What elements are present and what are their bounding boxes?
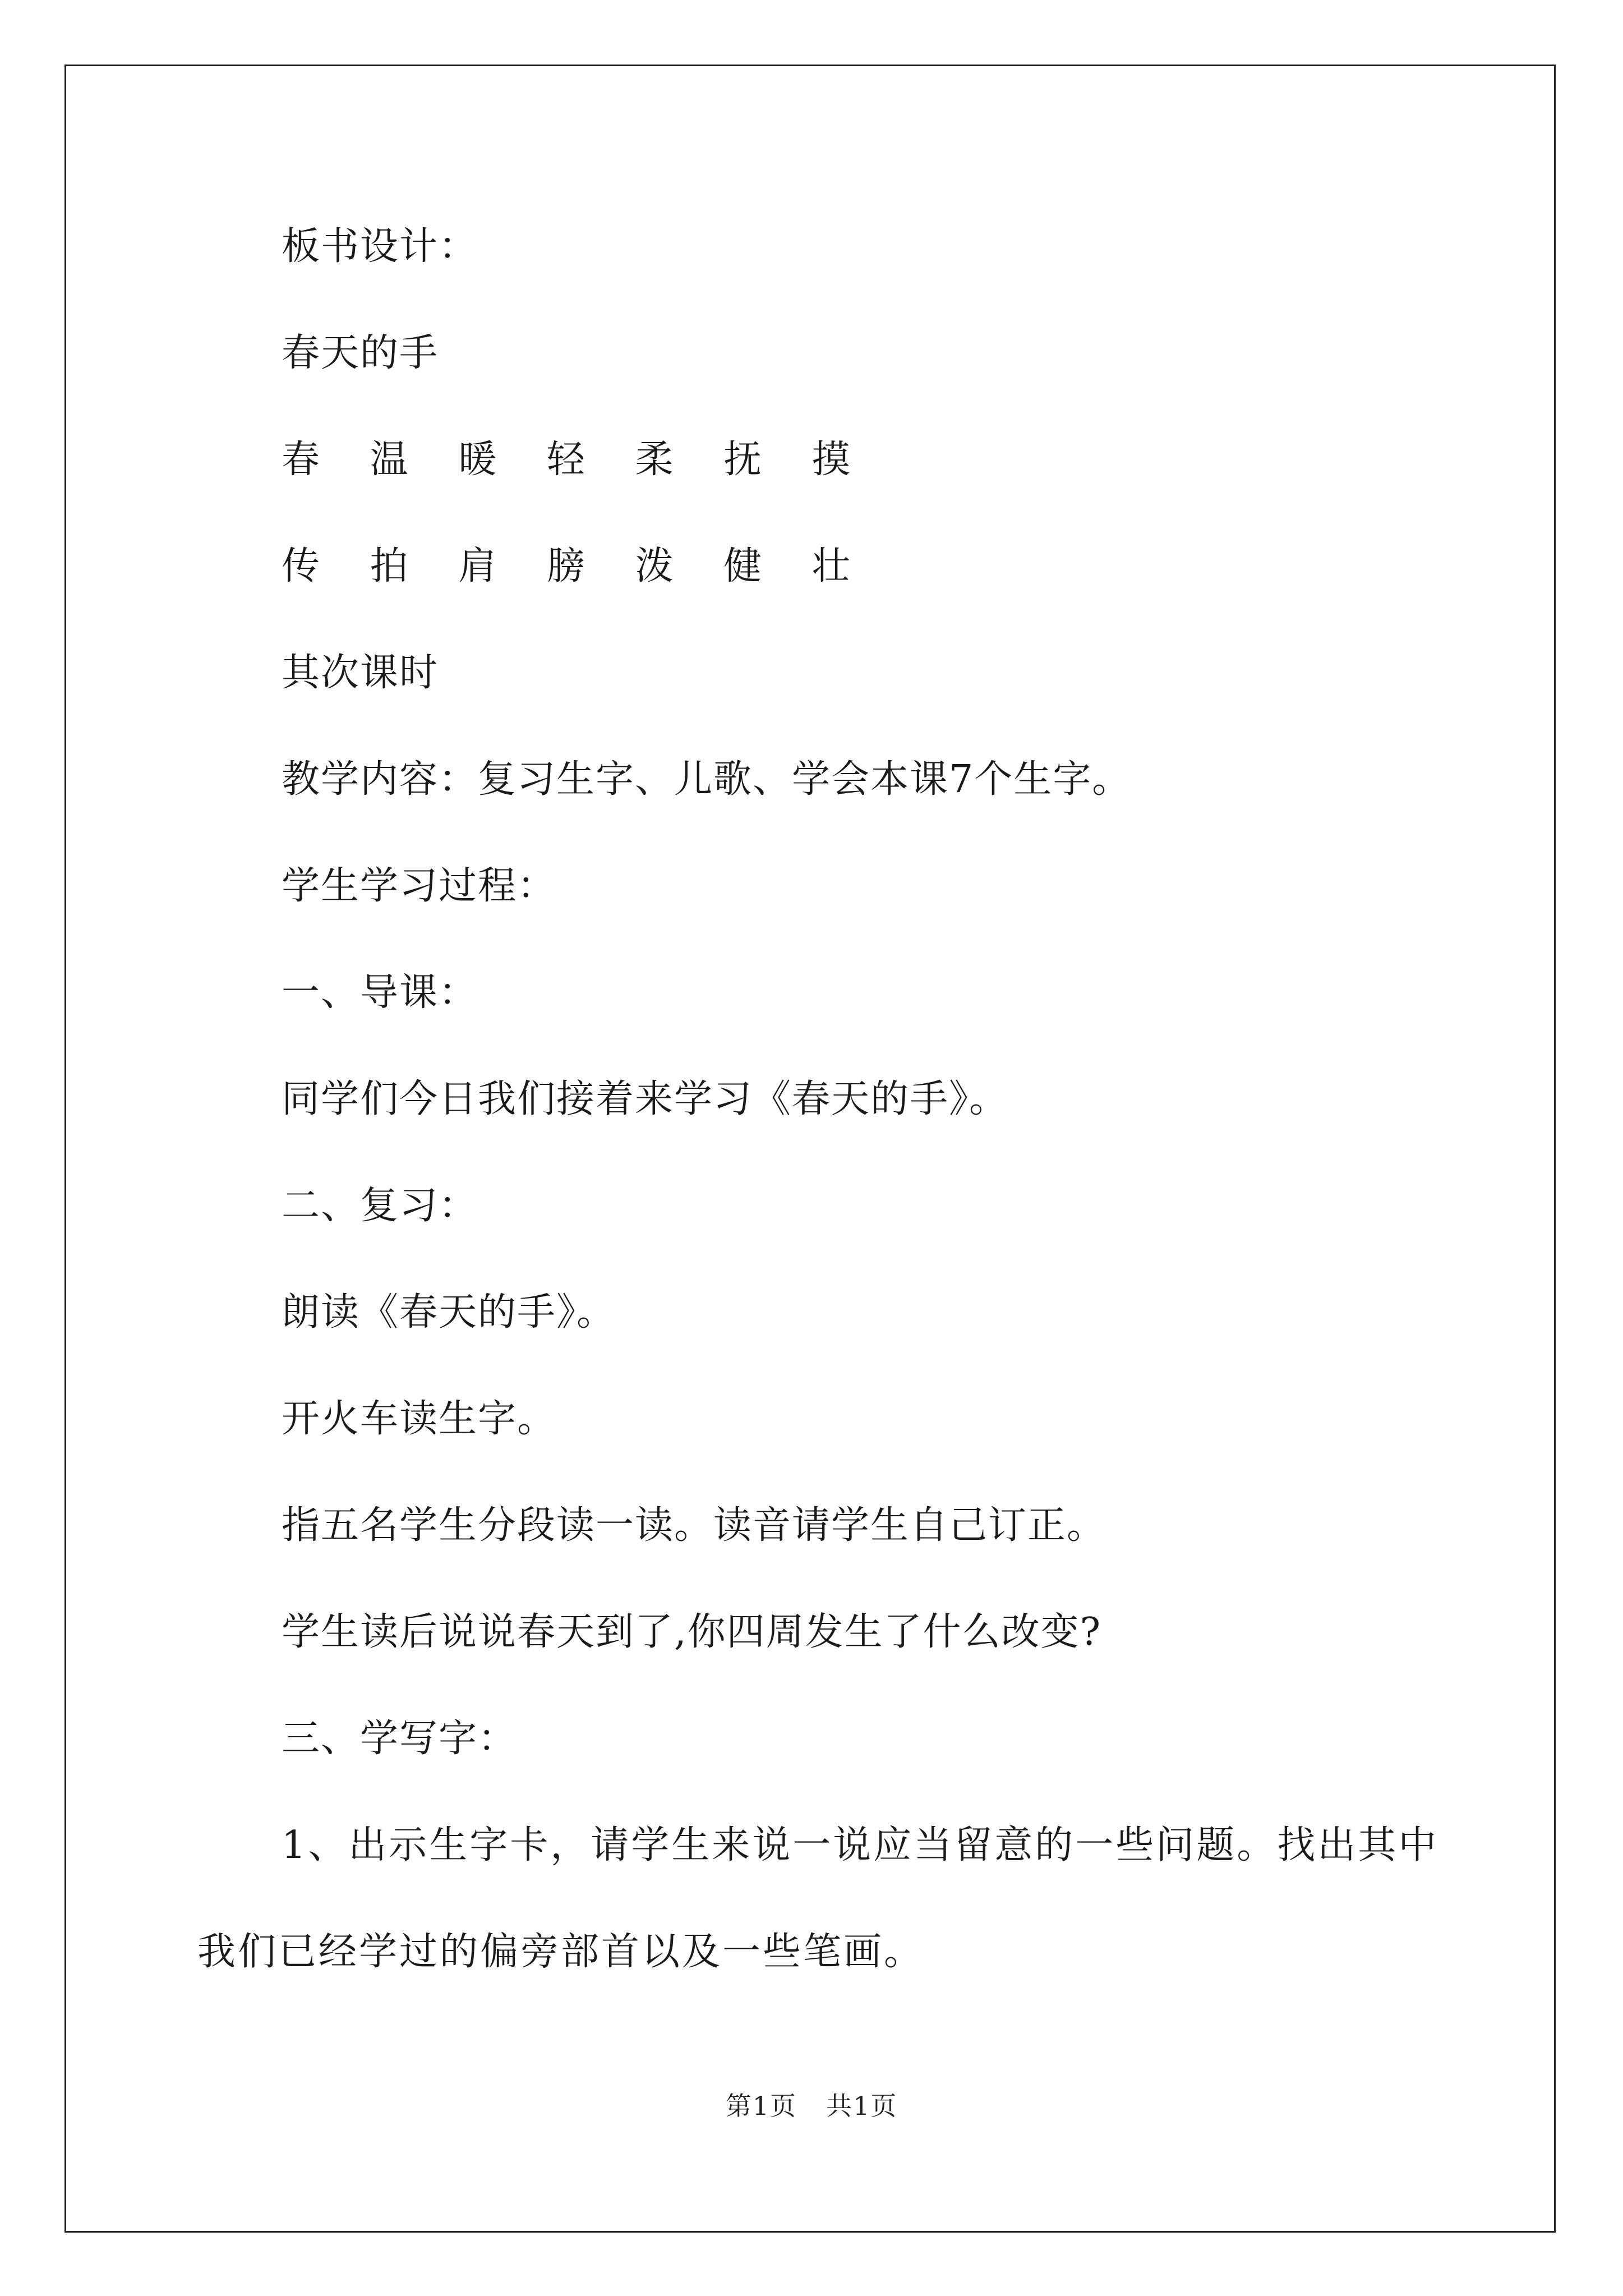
character-row-2: 传 拍 肩 膀 泼 健 壮 [282,544,869,588]
learning-process-heading: 学生学习过程： [282,864,557,908]
paragraph-line-2: 我们已经学过的偏旁部首以及一些笔画。 [197,1930,925,1974]
review-train-reading: 开火车读生字。 [282,1397,557,1441]
section-intro-heading: 一、导课： [282,970,478,1015]
writing-instruction-paragraph [197,1823,1439,1975]
heading-board-design: 板书设计： [282,224,478,269]
page-number: 第1页 [725,2091,797,2121]
character-row-1: 春 温 暖 轻 柔 抚 摸 [282,438,869,482]
section-review-heading: 二、复习： [282,1184,478,1228]
review-discussion: 学生读后说说春天到了,你四周发生了什么改变? [282,1610,1102,1654]
page-total: 共1页 [826,2091,898,2121]
teaching-content: 教学内容：复习生字、儿歌、学会本课7个生字。 [282,757,1132,802]
review-paragraph-reading: 指五名学生分段读一读。读音请学生自己订正。 [282,1503,1106,1548]
intro-text: 同学们今日我们接着来学习《春天的手》。 [282,1077,1009,1121]
lesson-title: 春天的手 [282,331,439,375]
section-writing-heading: 三、学写字： [282,1717,518,1761]
second-lesson-heading: 其次课时 [282,651,439,695]
document-body [197,224,1482,1975]
review-read-aloud: 朗读《春天的手》。 [282,1290,616,1335]
page-footer [0,2090,1623,2122]
paragraph-line-1: 1、出示生字卡，请学生来说一说应当留意的一些问题。找出其中 [282,1823,1439,1867]
